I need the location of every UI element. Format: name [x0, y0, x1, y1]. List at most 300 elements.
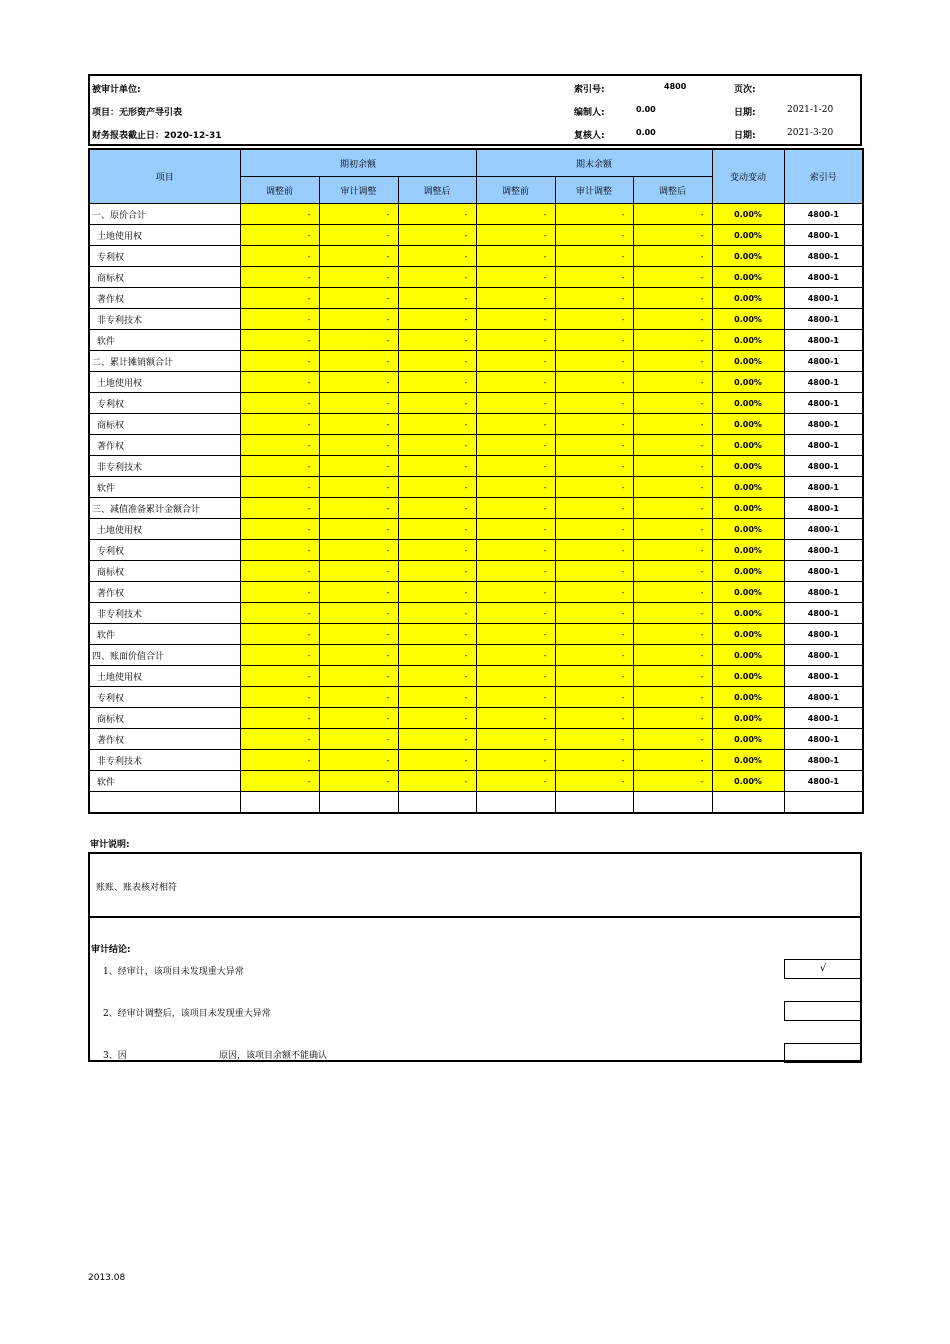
amount-cell: - — [319, 750, 398, 771]
change-cell: 0.00% — [712, 771, 784, 792]
amount-cell: - — [633, 246, 712, 267]
amount-cell: - — [398, 393, 476, 414]
amount-cell: - — [398, 456, 476, 477]
table-row — [89, 456, 863, 477]
amount-cell: - — [240, 750, 319, 771]
table-row — [89, 771, 863, 792]
row-name: 专利权 — [89, 687, 240, 708]
amount-cell: - — [319, 729, 398, 750]
amount-cell: - — [319, 645, 398, 666]
row-name: 专利权 — [89, 540, 240, 561]
amount-cell: - — [476, 372, 555, 393]
amount-cell: - — [319, 414, 398, 435]
empty-cell — [555, 792, 633, 814]
row-name: 著作权 — [89, 435, 240, 456]
empty-cell — [398, 792, 476, 814]
amount-cell: - — [398, 414, 476, 435]
date2-value: 2021-3-20 — [787, 128, 834, 138]
row-name: 软件 — [89, 477, 240, 498]
amount-cell: - — [555, 351, 633, 372]
table-row — [89, 477, 863, 498]
amount-cell: - — [476, 729, 555, 750]
amount-cell: - — [240, 603, 319, 624]
sub-header-adjust: 审计调整 — [555, 177, 633, 204]
table-row — [89, 561, 863, 582]
amount-cell: - — [476, 414, 555, 435]
amount-cell: - — [319, 246, 398, 267]
table-row — [89, 666, 863, 687]
amount-cell: - — [633, 561, 712, 582]
amount-cell: - — [319, 624, 398, 645]
amount-cell: - — [555, 708, 633, 729]
change-cell: 0.00% — [712, 603, 784, 624]
amount-cell: - — [476, 645, 555, 666]
empty-cell — [633, 792, 712, 814]
amount-cell: - — [476, 519, 555, 540]
table-row — [89, 624, 863, 645]
amount-cell: - — [240, 477, 319, 498]
amount-cell: - — [398, 351, 476, 372]
amount-cell: - — [555, 204, 633, 225]
amount-cell: - — [555, 687, 633, 708]
conclusion-2-checkbox[interactable] — [784, 1001, 862, 1021]
amount-cell: - — [240, 456, 319, 477]
empty-cell — [712, 792, 784, 814]
index-cell: 4800-1 — [784, 729, 863, 750]
amount-cell: - — [398, 519, 476, 540]
amount-cell: - — [398, 498, 476, 519]
amount-cell: - — [476, 330, 555, 351]
change-cell: 0.00% — [712, 309, 784, 330]
explain-text: 账账、账表核对相符 — [96, 883, 178, 893]
amount-cell: - — [476, 708, 555, 729]
amount-cell: - — [319, 372, 398, 393]
amount-cell: - — [240, 561, 319, 582]
amount-cell: - — [398, 729, 476, 750]
amount-cell: - — [555, 225, 633, 246]
change-cell: 0.00% — [712, 582, 784, 603]
index-cell: 4800-1 — [784, 582, 863, 603]
change-cell: 0.00% — [712, 540, 784, 561]
index-cell: 4800-1 — [784, 393, 863, 414]
index-cell: 4800-1 — [784, 498, 863, 519]
index-cell: 4800-1 — [784, 435, 863, 456]
amount-cell: - — [555, 435, 633, 456]
date1-label: 日期: — [734, 108, 756, 118]
row-name: 三、减值准备累计金额合计 — [89, 498, 240, 519]
amount-cell: - — [398, 582, 476, 603]
amount-cell: - — [633, 582, 712, 603]
change-cell: 0.00% — [712, 687, 784, 708]
table-row — [89, 645, 863, 666]
amount-cell: - — [240, 435, 319, 456]
amount-cell: - — [240, 225, 319, 246]
unit-label: 被审计单位: — [92, 85, 141, 95]
amount-cell: - — [319, 708, 398, 729]
amount-cell: - — [555, 477, 633, 498]
conclusion-2: 2、经审计调整后，该项目未发现重大异常 — [103, 1009, 271, 1019]
amount-cell: - — [633, 204, 712, 225]
amount-cell: - — [633, 498, 712, 519]
change-cell: 0.00% — [712, 456, 784, 477]
row-name: 商标权 — [89, 414, 240, 435]
amount-cell: - — [555, 750, 633, 771]
amount-cell: - — [319, 225, 398, 246]
page-label: 页次: — [734, 85, 756, 95]
date2-label: 日期: — [734, 131, 756, 141]
amount-cell: - — [555, 666, 633, 687]
amount-cell: - — [633, 729, 712, 750]
index-cell: 4800-1 — [784, 666, 863, 687]
preparer-value: 0.00 — [636, 105, 656, 114]
amount-cell: - — [319, 771, 398, 792]
amount-cell: - — [398, 708, 476, 729]
table-row — [89, 540, 863, 561]
row-name: 土地使用权 — [89, 519, 240, 540]
amount-cell: - — [319, 519, 398, 540]
intangible-assets-table — [88, 148, 864, 814]
amount-cell: - — [319, 288, 398, 309]
index-label: 索引号: — [574, 85, 605, 95]
amount-cell: - — [633, 309, 712, 330]
amount-cell: - — [319, 309, 398, 330]
amount-cell: - — [240, 330, 319, 351]
row-name: 土地使用权 — [89, 372, 240, 393]
amount-cell: - — [555, 246, 633, 267]
amount-cell: - — [555, 498, 633, 519]
amount-cell: - — [240, 393, 319, 414]
reviewer-value: 0.00 — [636, 128, 656, 137]
amount-cell: - — [476, 603, 555, 624]
amount-cell: - — [319, 582, 398, 603]
amount-cell: - — [476, 351, 555, 372]
index-cell: 4800-1 — [784, 267, 863, 288]
amount-cell: - — [398, 435, 476, 456]
empty-cell — [476, 792, 555, 814]
amount-cell: - — [398, 330, 476, 351]
amount-cell: - — [633, 603, 712, 624]
col-change-header: 变动变动 — [712, 149, 784, 204]
index-value: 4800 — [664, 82, 687, 91]
index-cell: 4800-1 — [784, 519, 863, 540]
amount-cell: - — [398, 372, 476, 393]
amount-cell: - — [633, 708, 712, 729]
project-title: 项目：无形资产导引表 — [92, 108, 183, 118]
index-cell: 4800-1 — [784, 246, 863, 267]
table-row — [89, 414, 863, 435]
amount-cell: - — [476, 771, 555, 792]
amount-cell: - — [633, 393, 712, 414]
amount-cell: - — [240, 729, 319, 750]
amount-cell: - — [398, 309, 476, 330]
conclusion-3-checkbox[interactable] — [784, 1043, 862, 1063]
index-cell: 4800-1 — [784, 561, 863, 582]
amount-cell: - — [319, 351, 398, 372]
amount-cell: - — [476, 246, 555, 267]
change-cell: 0.00% — [712, 666, 784, 687]
amount-cell: - — [633, 477, 712, 498]
table-row — [89, 708, 863, 729]
row-name: 专利权 — [89, 393, 240, 414]
row-name: 著作权 — [89, 288, 240, 309]
table-row — [89, 519, 863, 540]
index-cell: 4800-1 — [784, 330, 863, 351]
conclusion-3-prefix: 3、因 — [103, 1051, 127, 1061]
table-row — [89, 372, 863, 393]
amount-cell: - — [319, 330, 398, 351]
group-end-header: 期末余额 — [476, 149, 712, 177]
amount-cell: - — [555, 267, 633, 288]
amount-cell: - — [240, 540, 319, 561]
amount-cell: - — [319, 393, 398, 414]
change-cell: 0.00% — [712, 435, 784, 456]
table-row — [89, 435, 863, 456]
index-cell: 4800-1 — [784, 288, 863, 309]
row-name: 非专利技术 — [89, 750, 240, 771]
conclusion-1-checkbox[interactable] — [784, 959, 862, 979]
amount-cell: - — [633, 771, 712, 792]
index-cell: 4800-1 — [784, 204, 863, 225]
change-cell: 0.00% — [712, 519, 784, 540]
amount-cell: - — [633, 540, 712, 561]
empty-cell — [89, 792, 240, 814]
amount-cell: - — [633, 624, 712, 645]
index-cell: 4800-1 — [784, 645, 863, 666]
amount-cell: - — [476, 561, 555, 582]
row-name: 土地使用权 — [89, 666, 240, 687]
sub-header-before: 调整前 — [476, 177, 555, 204]
table-row — [89, 498, 863, 519]
amount-cell: - — [476, 666, 555, 687]
amount-cell: - — [555, 414, 633, 435]
row-name: 非专利技术 — [89, 456, 240, 477]
amount-cell: - — [398, 666, 476, 687]
table-row — [89, 393, 863, 414]
amount-cell: - — [319, 561, 398, 582]
amount-cell: - — [476, 204, 555, 225]
row-name: 商标权 — [89, 267, 240, 288]
change-cell: 0.00% — [712, 498, 784, 519]
amount-cell: - — [398, 204, 476, 225]
amount-cell: - — [476, 750, 555, 771]
amount-cell: - — [240, 645, 319, 666]
amount-cell: - — [633, 351, 712, 372]
row-name: 软件 — [89, 624, 240, 645]
amount-cell: - — [240, 351, 319, 372]
table-row — [89, 729, 863, 750]
change-cell: 0.00% — [712, 645, 784, 666]
amount-cell: - — [398, 645, 476, 666]
change-cell: 0.00% — [712, 729, 784, 750]
amount-cell: - — [555, 309, 633, 330]
row-name: 非专利技术 — [89, 309, 240, 330]
table-row — [89, 288, 863, 309]
amount-cell: - — [633, 687, 712, 708]
amount-cell: - — [633, 456, 712, 477]
table-row — [89, 330, 863, 351]
notes-box — [88, 852, 862, 1062]
amount-cell: - — [319, 435, 398, 456]
amount-cell: - — [555, 582, 633, 603]
table-row — [89, 687, 863, 708]
row-name: 商标权 — [89, 708, 240, 729]
amount-cell: - — [240, 582, 319, 603]
index-cell: 4800-1 — [784, 687, 863, 708]
change-cell: 0.00% — [712, 561, 784, 582]
amount-cell: - — [476, 624, 555, 645]
amount-cell: - — [633, 519, 712, 540]
amount-cell: - — [555, 456, 633, 477]
version-footer: 2013.08 — [88, 1273, 126, 1283]
amount-cell: - — [555, 372, 633, 393]
amount-cell: - — [398, 288, 476, 309]
amount-cell: - — [319, 456, 398, 477]
amount-cell: - — [476, 687, 555, 708]
amount-cell: - — [555, 393, 633, 414]
change-cell: 0.00% — [712, 414, 784, 435]
conclusion-1: 1、经审计，该项目未发现重大异常 — [103, 967, 244, 977]
reviewer-label: 复核人: — [574, 131, 605, 141]
change-cell: 0.00% — [712, 204, 784, 225]
empty-cell — [240, 792, 319, 814]
amount-cell: - — [555, 330, 633, 351]
table-row — [89, 750, 863, 771]
divider — [90, 916, 860, 918]
amount-cell: - — [476, 267, 555, 288]
amount-cell: - — [240, 666, 319, 687]
table-row — [89, 267, 863, 288]
amount-cell: - — [319, 540, 398, 561]
amount-cell: - — [555, 288, 633, 309]
change-cell: 0.00% — [712, 372, 784, 393]
amount-cell: - — [633, 435, 712, 456]
amount-cell: - — [240, 624, 319, 645]
amount-cell: - — [398, 246, 476, 267]
amount-cell: - — [398, 561, 476, 582]
change-cell: 0.00% — [712, 225, 784, 246]
change-cell: 0.00% — [712, 351, 784, 372]
amount-cell: - — [240, 246, 319, 267]
amount-cell: - — [319, 687, 398, 708]
amount-cell: - — [398, 750, 476, 771]
amount-cell: - — [476, 393, 555, 414]
amount-cell: - — [319, 666, 398, 687]
table-row — [89, 582, 863, 603]
conclusion-3-suffix: 原因，该项目余额不能确认 — [219, 1051, 328, 1061]
index-cell: 4800-1 — [784, 225, 863, 246]
row-name: 四、账面价值合计 — [89, 645, 240, 666]
amount-cell: - — [319, 267, 398, 288]
amount-cell: - — [633, 288, 712, 309]
col-item-header: 项目 — [89, 149, 240, 204]
index-cell: 4800-1 — [784, 603, 863, 624]
amount-cell: - — [476, 477, 555, 498]
amount-cell: - — [398, 477, 476, 498]
amount-cell: - — [476, 540, 555, 561]
row-name: 商标权 — [89, 561, 240, 582]
empty-cell — [319, 792, 398, 814]
date1-value: 2021-1-20 — [787, 105, 834, 115]
table-row-empty — [89, 792, 863, 814]
amount-cell: - — [555, 729, 633, 750]
amount-cell: - — [633, 750, 712, 771]
amount-cell: - — [240, 288, 319, 309]
amount-cell: - — [240, 309, 319, 330]
amount-cell: - — [398, 225, 476, 246]
amount-cell: - — [633, 372, 712, 393]
amount-cell: - — [319, 498, 398, 519]
amount-cell: - — [398, 267, 476, 288]
table-row — [89, 225, 863, 246]
col-index-header: 索引号 — [784, 149, 863, 204]
row-name: 非专利技术 — [89, 603, 240, 624]
amount-cell: - — [319, 477, 398, 498]
preparer-label: 编制人: — [574, 108, 605, 118]
amount-cell: - — [555, 645, 633, 666]
index-cell: 4800-1 — [784, 372, 863, 393]
amount-cell: - — [555, 540, 633, 561]
row-name: 专利权 — [89, 246, 240, 267]
amount-cell: - — [398, 603, 476, 624]
amount-cell: - — [555, 771, 633, 792]
explain-label: 审计说明: — [90, 840, 130, 850]
amount-cell: - — [633, 330, 712, 351]
sub-header-before: 调整前 — [240, 177, 319, 204]
sub-header-after: 调整后 — [398, 177, 476, 204]
change-cell: 0.00% — [712, 750, 784, 771]
row-name: 软件 — [89, 330, 240, 351]
amount-cell: - — [633, 225, 712, 246]
change-cell: 0.00% — [712, 708, 784, 729]
conclusion-label: 审计结论: — [91, 945, 131, 955]
amount-cell: - — [319, 204, 398, 225]
amount-cell: - — [240, 414, 319, 435]
index-cell: 4800-1 — [784, 624, 863, 645]
change-cell: 0.00% — [712, 267, 784, 288]
amount-cell: - — [240, 267, 319, 288]
row-name: 二、累计摊销额合计 — [89, 351, 240, 372]
amount-cell: - — [476, 435, 555, 456]
row-name: 软件 — [89, 771, 240, 792]
row-name: 著作权 — [89, 582, 240, 603]
amount-cell: - — [555, 603, 633, 624]
amount-cell: - — [398, 540, 476, 561]
amount-cell: - — [319, 603, 398, 624]
index-cell: 4800-1 — [784, 456, 863, 477]
amount-cell: - — [240, 498, 319, 519]
index-cell: 4800-1 — [784, 708, 863, 729]
index-cell: 4800-1 — [784, 540, 863, 561]
index-cell: 4800-1 — [784, 750, 863, 771]
index-cell: 4800-1 — [784, 771, 863, 792]
table-row — [89, 603, 863, 624]
row-name: 一、原价合计 — [89, 204, 240, 225]
change-cell: 0.00% — [712, 246, 784, 267]
change-cell: 0.00% — [712, 288, 784, 309]
amount-cell: - — [555, 561, 633, 582]
row-name: 土地使用权 — [89, 225, 240, 246]
amount-cell: - — [476, 456, 555, 477]
cutoff-date: 财务报表截止日：2020-12-31 — [92, 131, 222, 141]
sub-header-after: 调整后 — [633, 177, 712, 204]
amount-cell: - — [240, 519, 319, 540]
amount-cell: - — [633, 267, 712, 288]
amount-cell: - — [476, 582, 555, 603]
change-cell: 0.00% — [712, 393, 784, 414]
amount-cell: - — [240, 708, 319, 729]
index-cell: 4800-1 — [784, 477, 863, 498]
table-row — [89, 204, 863, 225]
